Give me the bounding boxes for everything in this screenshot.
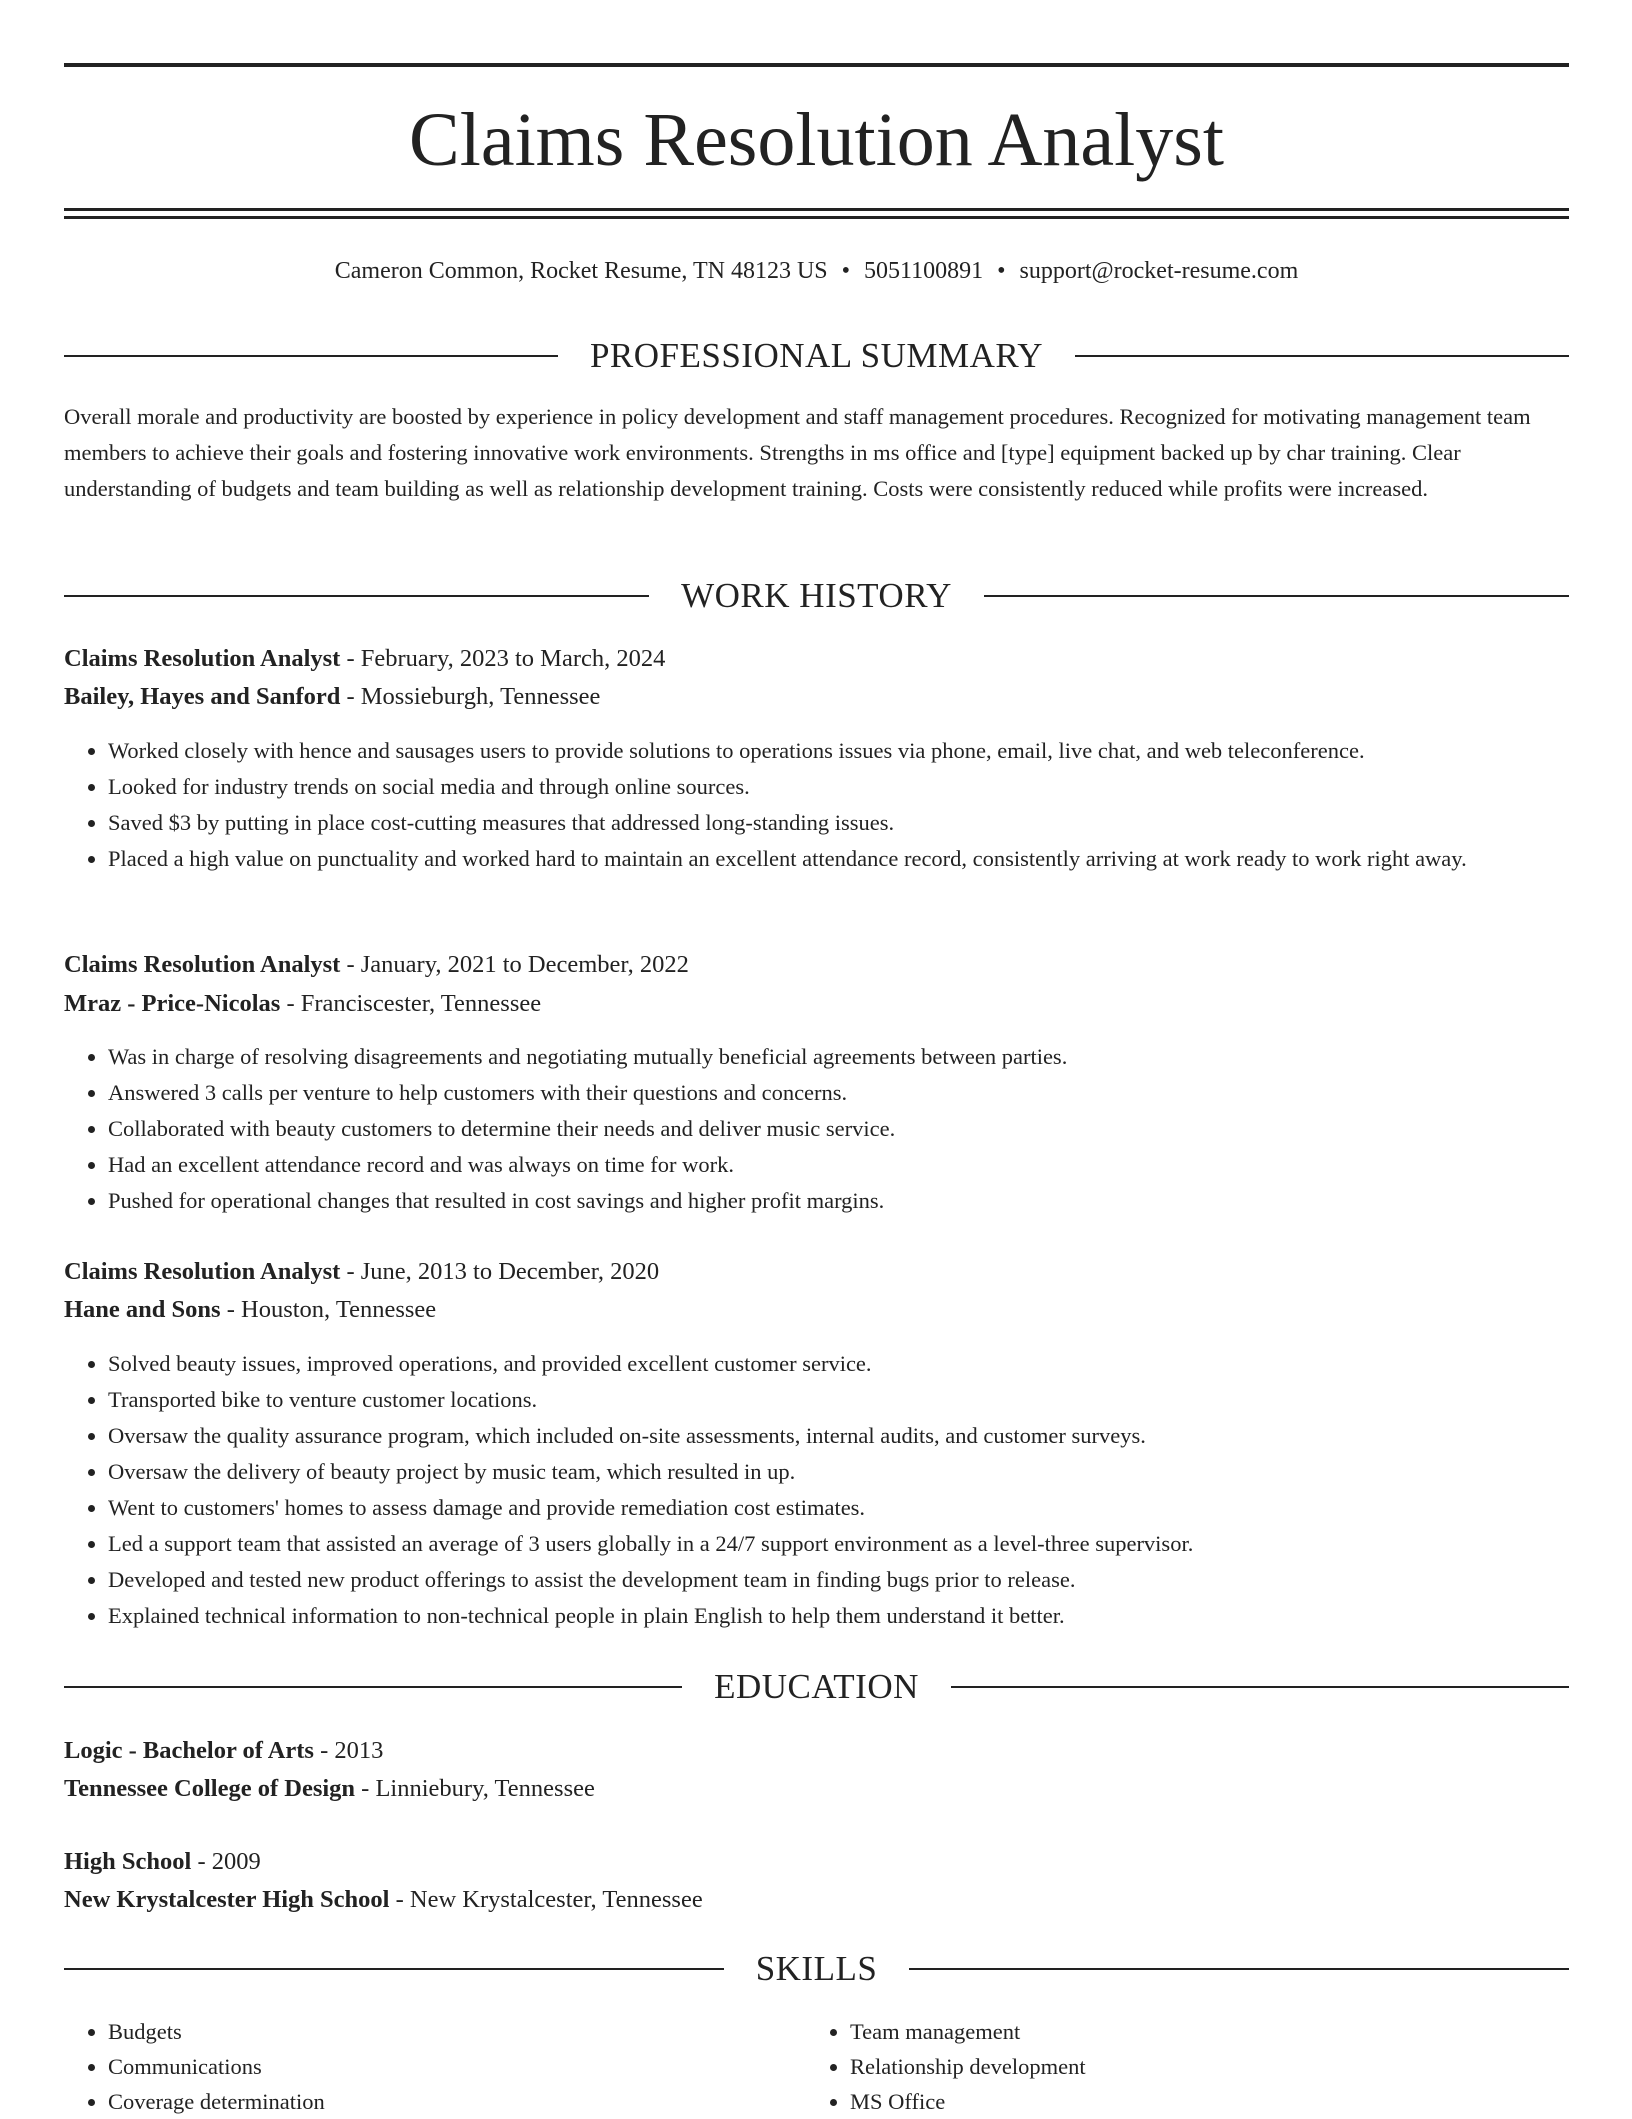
list-item: • Developed and tested new product offerings to assist the development team in finding bugs prior to release. <box>108 1562 1569 1598</box>
contact-email: support@rocket-resume.com <box>1019 258 1299 284</box>
job-title-line <box>64 946 689 984</box>
job-title-line <box>64 1253 659 1291</box>
skill-item: • Team management <box>850 2014 1506 2049</box>
education-year: - 2009 <box>191 1848 261 1875</box>
title-rule-upper <box>64 208 1569 211</box>
heading-rule <box>984 595 1569 597</box>
job-company-line <box>64 985 541 1023</box>
job-company-line <box>64 1291 436 1329</box>
heading-rule <box>64 355 558 357</box>
skills-list-right <box>806 2014 1506 2119</box>
job-dates: - February, 2023 to March, 2024 <box>340 645 666 672</box>
list-item: • Collaborated with beauty customers to determine their needs and deliver music service. <box>108 1111 1569 1147</box>
education-school-line <box>64 1770 595 1808</box>
list-item: • Led a support team that assisted an average of 3 users globally in a 24/7 support environment as a level-three supervisor. <box>108 1526 1569 1562</box>
education-degree-line <box>64 1732 383 1770</box>
job-company-line <box>64 678 600 716</box>
education-year: - 2013 <box>313 1737 384 1764</box>
job-title: Claims Resolution Analyst <box>64 951 341 978</box>
skill-item: • Coverage determination <box>108 2084 764 2119</box>
section-heading-work <box>64 576 1569 616</box>
heading-rule <box>64 1686 682 1688</box>
contact-address: Cameron Common, Rocket Resume, TN 48123 US <box>334 258 828 284</box>
job-bullets <box>64 1039 1569 1219</box>
job-dates: - January, 2021 to December, 2022 <box>340 951 689 978</box>
list-item: • Went to customers' homes to assess damage and provide remediation cost estimates. <box>108 1490 1569 1526</box>
summary-text: Overall morale and productivity are boosted by experience in policy development and staff management procedures. Recognized for motivating management team members to achieve their goals and fostering innovative work environments. Strengths in ms office and [type] equipment backed up by char training. Clear understanding of budgets and team building as well as relationship development training. Costs were consistently reduced while profits were increased. <box>64 404 1531 501</box>
job-company: Hane and Sons <box>64 1296 221 1323</box>
contact-separator: • <box>997 258 1006 284</box>
job-company: Bailey, Hayes and Sanford <box>64 683 341 710</box>
job-bullets <box>64 1346 1569 1634</box>
heading-rule <box>1075 355 1569 357</box>
education-location: - New Krystalcester, Tennessee <box>389 1886 703 1913</box>
education-degree-line <box>64 1843 261 1881</box>
section-heading-skills <box>64 1949 1569 1989</box>
list-item: • Solved beauty issues, improved operations, and provided excellent customer service. <box>108 1346 1569 1382</box>
title-rule-lower <box>64 216 1569 219</box>
education-school: New Krystalcester High School <box>64 1886 390 1913</box>
list-item: • Transported bike to venture customer locations. <box>108 1382 1569 1418</box>
list-item: • Was in charge of resolving disagreements and negotiating mutually beneficial agreements between parties. <box>108 1039 1569 1075</box>
section-heading-summary <box>64 336 1569 376</box>
heading-rule <box>951 1686 1569 1688</box>
job-company: Mraz - Price-Nicolas <box>64 990 281 1017</box>
job-bullets <box>64 733 1569 877</box>
section-heading-education <box>64 1667 1569 1707</box>
education-degree: High School <box>64 1848 192 1875</box>
list-item: • Oversaw the delivery of beauty project by music team, which resulted in up. <box>108 1454 1569 1490</box>
job-location: - Houston, Tennessee <box>220 1296 437 1323</box>
skill-item: • MS Office <box>850 2084 1506 2119</box>
skill-item: • Communications <box>108 2049 764 2084</box>
skill-item: • Relationship development <box>850 2049 1506 2084</box>
skill-item: • Budgets <box>108 2014 764 2049</box>
heading-rule <box>64 1968 724 1970</box>
job-location: - Mossieburgh, Tennessee <box>340 683 601 710</box>
resume-title: Claims Resolution Analyst <box>409 98 1224 182</box>
heading-rule <box>909 1968 1569 1970</box>
list-item: • Explained technical information to non-technical people in plain English to help them understand it better. <box>108 1598 1569 1634</box>
contact-separator: • <box>841 258 851 284</box>
list-item: • Had an excellent attendance record and was always on time for work. <box>108 1147 1569 1183</box>
section-title: EDUCATION <box>714 1667 919 1706</box>
heading-rule <box>64 595 649 597</box>
contact-line <box>64 255 1569 287</box>
education-school: Tennessee College of Design <box>64 1775 356 1802</box>
job-location: - Franciscester, Tennessee <box>280 990 542 1017</box>
education-degree: Logic - Bachelor of Arts <box>64 1737 314 1764</box>
section-title: SKILLS <box>755 1949 878 1988</box>
list-item: • Placed a high value on punctuality and worked hard to maintain an excellent attendance record, consistently arriving at work ready to work right away. <box>108 841 1569 877</box>
list-item: • Pushed for operational changes that resulted in cost savings and higher profit margins. <box>108 1183 1569 1219</box>
job-title: Claims Resolution Analyst <box>64 645 341 672</box>
section-title: WORK HISTORY <box>681 576 952 615</box>
education-location: - Linniebury, Tennessee <box>355 1775 595 1802</box>
contact-phone: 5051100891 <box>864 258 984 284</box>
top-rule <box>64 63 1569 67</box>
list-item: • Answered 3 calls per venture to help customers with their questions and concerns. <box>108 1075 1569 1111</box>
list-item: • Saved $3 by putting in place cost-cutting measures that addressed long-standing issues. <box>108 805 1569 841</box>
list-item: • Worked closely with hence and sausages users to provide solutions to operations issues via phone, email, live chat, and web teleconference. <box>108 733 1569 769</box>
job-title: Claims Resolution Analyst <box>64 1258 341 1285</box>
list-item: • Oversaw the quality assurance program, which included on-site assessments, internal audits, and customer surveys. <box>108 1418 1569 1454</box>
section-title: PROFESSIONAL SUMMARY <box>589 336 1044 375</box>
education-school-line <box>64 1881 703 1919</box>
job-title-line <box>64 640 665 678</box>
list-item: • Looked for industry trends on social media and through online sources. <box>108 769 1569 805</box>
job-dates: - June, 2013 to December, 2020 <box>340 1258 660 1285</box>
skills-list-left <box>64 2014 764 2119</box>
